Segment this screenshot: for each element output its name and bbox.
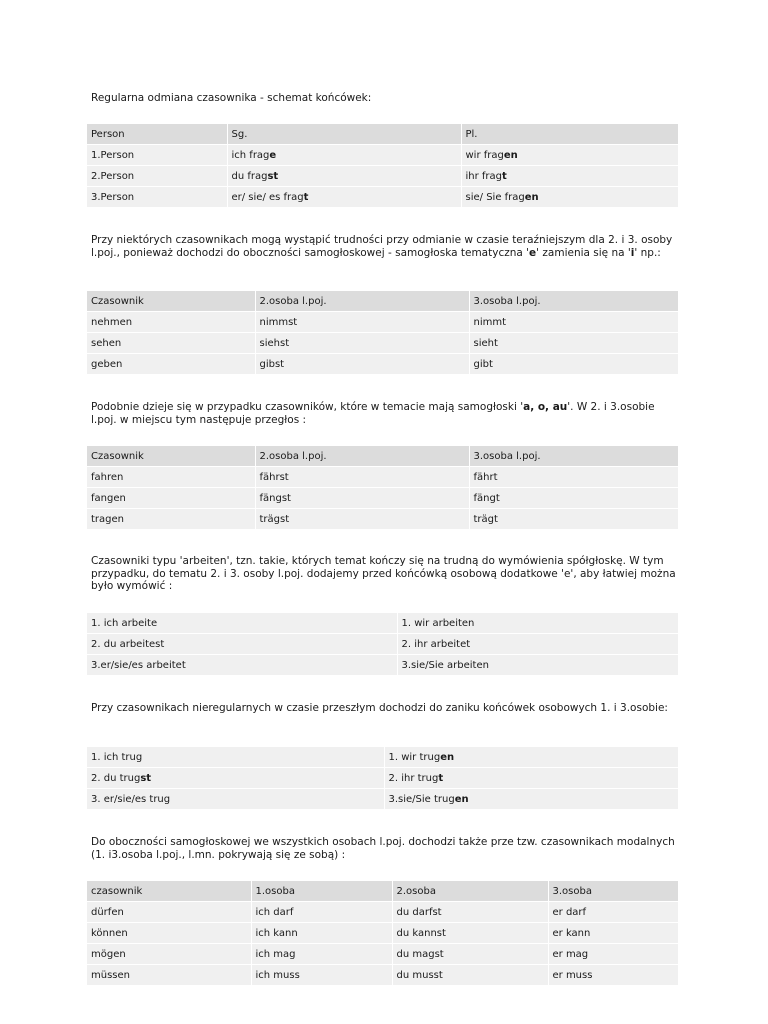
table-row xyxy=(87,166,678,187)
table-cell: du magst xyxy=(392,944,548,965)
table-cell: gibst xyxy=(255,354,469,375)
table-cell: Czasownik xyxy=(87,291,255,312)
table-cell: fangen xyxy=(87,488,255,509)
table-cell: 3.sie/Sie trugen xyxy=(384,789,678,810)
table-header-row xyxy=(87,124,678,145)
section-2-table xyxy=(87,291,678,375)
table-cell: gibt xyxy=(469,354,678,375)
table-cell: geben xyxy=(87,354,255,375)
table-row xyxy=(87,965,678,986)
table-header-row xyxy=(87,881,678,902)
table-cell: nimmt xyxy=(469,312,678,333)
table-cell: nehmen xyxy=(87,312,255,333)
table-row xyxy=(87,944,678,965)
table-cell: ich mag xyxy=(251,944,392,965)
table-cell: nimmst xyxy=(255,312,469,333)
table-row xyxy=(87,768,678,789)
table-cell: 3.osoba l.poj. xyxy=(469,291,678,312)
table-cell: dürfen xyxy=(87,902,251,923)
table-cell: 2. du trugst xyxy=(87,768,384,789)
table-cell: 2. ihr arbeitet xyxy=(397,634,678,655)
table-row xyxy=(87,145,678,166)
table-cell: fängt xyxy=(469,488,678,509)
table-cell: sie/ Sie fragen xyxy=(461,187,678,208)
table-cell: 1.osoba xyxy=(251,881,392,902)
table-cell: 2.osoba xyxy=(392,881,548,902)
table-cell: Pl. xyxy=(461,124,678,145)
section-4-intro: Czasowniki typu 'arbeiten', tzn. takie, których temat kończy się na trudną do wymówienia spółgłoskę. W tym przypadku, do tematu 2. i 3. osoby l.poj. dodajemy przed końcówką osobową dodatkowe 'e', aby łatwiej można było wymówić : xyxy=(91,555,676,592)
section-4-table xyxy=(87,613,678,676)
table-cell: 3.er/sie/es arbeitet xyxy=(87,655,397,676)
table-row xyxy=(87,789,678,810)
table-cell: er mag xyxy=(548,944,678,965)
section-3-table xyxy=(87,446,678,530)
section-1-table xyxy=(87,124,678,208)
section-1-intro: Regularna odmiana czasownika - schemat końcówek: xyxy=(91,92,372,104)
section-6-intro: Do oboczności samogłoskowej we wszystkich osobach l.poj. dochodzi także prze tzw. czasownikach modalnych (1. i3.osoba l.poj., l.mn. pokrywają się ze sobą) : xyxy=(91,836,675,861)
table-row xyxy=(87,509,678,530)
table-cell: du darfst xyxy=(392,902,548,923)
table-cell: trägst xyxy=(255,509,469,530)
table-cell: 3.Person xyxy=(87,187,227,208)
table-cell: ihr fragt xyxy=(461,166,678,187)
table-cell: 1. wir arbeiten xyxy=(397,613,678,634)
table-cell: 1. ich arbeite xyxy=(87,613,397,634)
table-row xyxy=(87,488,678,509)
table-cell: 2. ihr trugt xyxy=(384,768,678,789)
table-cell: er/ sie/ es fragt xyxy=(227,187,461,208)
table-cell: 3.osoba xyxy=(548,881,678,902)
table-row xyxy=(87,747,678,768)
table-cell: können xyxy=(87,923,251,944)
section-3-intro: Podobnie dzieje się w przypadku czasowników, które w temacie mają samogłoski 'a, o, au'. W 2. i 3.osobie l.poj. w miejscu tym następuje przegłos : xyxy=(91,401,655,426)
table-cell: ich frage xyxy=(227,145,461,166)
section-6-table xyxy=(87,881,678,986)
table-row xyxy=(87,613,678,634)
table-cell: 2.osoba l.poj. xyxy=(255,291,469,312)
table-cell: fängst xyxy=(255,488,469,509)
table-header-row xyxy=(87,291,678,312)
table-cell: sieht xyxy=(469,333,678,354)
table-row xyxy=(87,634,678,655)
table-cell: trägt xyxy=(469,509,678,530)
table-cell: 2. du arbeitest xyxy=(87,634,397,655)
table-cell: 3. er/sie/es trug xyxy=(87,789,384,810)
table-cell: ich darf xyxy=(251,902,392,923)
table-cell: 2.Person xyxy=(87,166,227,187)
table-cell: er darf xyxy=(548,902,678,923)
table-cell: Person xyxy=(87,124,227,145)
table-cell: fährst xyxy=(255,467,469,488)
table-row xyxy=(87,187,678,208)
section-2-intro: Przy niektórych czasownikach mogą wystąpić trudności przy odmianie w czasie teraźniejszym dla 2. i 3. osoby l.poj., ponieważ dochodzi do oboczności samogłoskowej - samogłoska tematyczna 'e' zamienia się na 'i' np.: xyxy=(91,234,673,259)
table-cell: 2.osoba l.poj. xyxy=(255,446,469,467)
table-cell: du musst xyxy=(392,965,548,986)
table-cell: er kann xyxy=(548,923,678,944)
table-cell: er muss xyxy=(548,965,678,986)
table-row xyxy=(87,902,678,923)
table-cell: fahren xyxy=(87,467,255,488)
table-row xyxy=(87,333,678,354)
table-cell: 1. wir trugen xyxy=(384,747,678,768)
table-cell: 3.sie/Sie arbeiten xyxy=(397,655,678,676)
table-cell: ich kann xyxy=(251,923,392,944)
table-cell: 3.osoba l.poj. xyxy=(469,446,678,467)
section-5-intro: Przy czasownikach nieregularnych w czasie przeszłym dochodzi do zaniku końcówek osobowych 1. i 3.osobie: xyxy=(91,702,668,714)
table-cell: 1. ich trug xyxy=(87,747,384,768)
table-cell: du fragst xyxy=(227,166,461,187)
table-row xyxy=(87,354,678,375)
table-cell: müssen xyxy=(87,965,251,986)
table-cell: du kannst xyxy=(392,923,548,944)
section-5-table xyxy=(87,747,678,810)
table-cell: sehen xyxy=(87,333,255,354)
table-cell: ich muss xyxy=(251,965,392,986)
table-header-row xyxy=(87,446,678,467)
table-cell: tragen xyxy=(87,509,255,530)
table-cell: mögen xyxy=(87,944,251,965)
table-cell: wir fragen xyxy=(461,145,678,166)
table-cell: fährt xyxy=(469,467,678,488)
table-row xyxy=(87,312,678,333)
table-cell: siehst xyxy=(255,333,469,354)
table-cell: czasownik xyxy=(87,881,251,902)
table-row xyxy=(87,923,678,944)
table-cell: Czasownik xyxy=(87,446,255,467)
table-cell: 1.Person xyxy=(87,145,227,166)
table-row xyxy=(87,655,678,676)
table-cell: Sg. xyxy=(227,124,461,145)
table-row xyxy=(87,467,678,488)
